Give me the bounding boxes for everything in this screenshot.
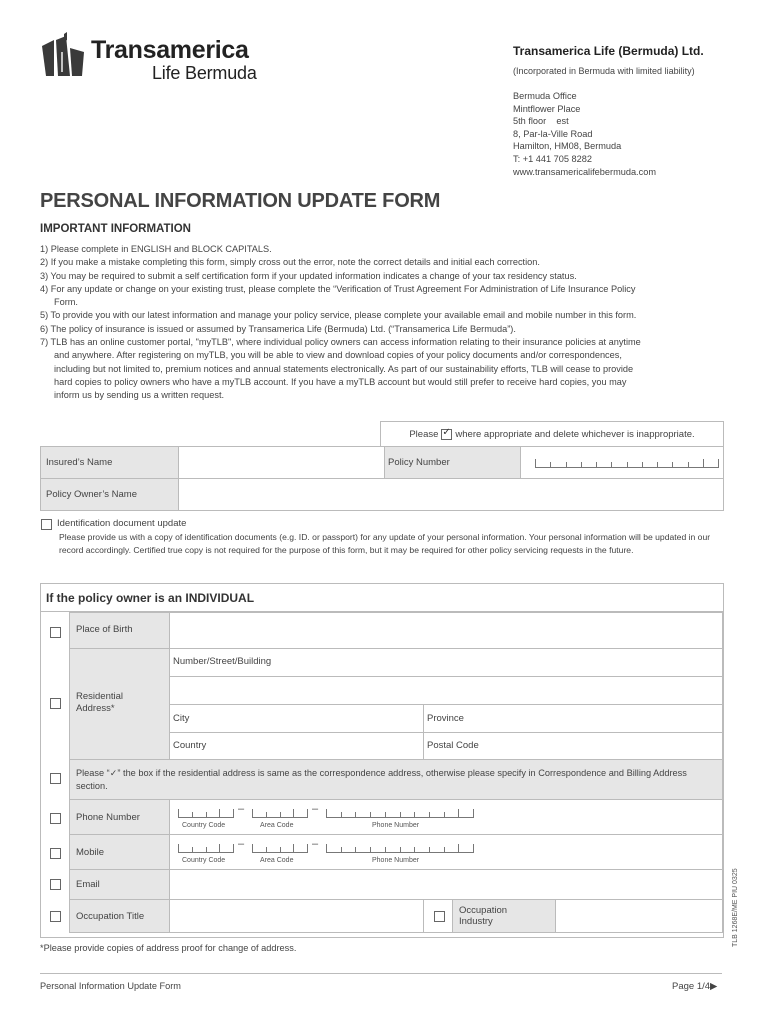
policy-number-input[interactable] xyxy=(520,446,724,479)
country-code-caption: Country Code xyxy=(182,857,226,864)
instruction-item: including but not limited to, premium notices and annual statements electronically. As part of our sustainability efforts, TLB will cease to provide xyxy=(54,363,634,374)
instruction-item: Form. xyxy=(54,297,78,308)
country-code-caption: Country Code xyxy=(182,822,226,829)
website-link[interactable]: www.transamericalifebermuda.com xyxy=(513,166,656,177)
occupation-industry-label: Occupation Industry xyxy=(459,905,508,927)
street-label-cell xyxy=(169,648,723,677)
phone-number-label: Phone Number xyxy=(76,812,140,823)
instruction-item: 7) TLB has an online customer portal, "myTLB", where individual policy owners can access information relating to their insurance policies at anytime xyxy=(40,337,641,348)
mobile-checkbox[interactable] xyxy=(50,848,61,859)
address-line: Hamilton, HM08, Bermuda xyxy=(513,141,622,152)
phone-number-checkbox[interactable] xyxy=(50,813,61,824)
country-input[interactable] xyxy=(169,732,424,760)
phone-digit-boxes xyxy=(326,809,474,818)
place-of-birth-label: Place of Birth xyxy=(76,624,133,635)
same-address-checkbox[interactable] xyxy=(50,773,61,784)
city-label: City xyxy=(173,713,190,724)
occupation-title-checkbox[interactable] xyxy=(50,911,61,922)
residential-address-label-cell xyxy=(69,648,170,760)
address-proof-footnote: *Please provide copies of address proof for change of address. xyxy=(40,943,297,953)
policy-number-digit-boxes xyxy=(535,459,719,468)
footer-divider xyxy=(40,973,722,974)
phone-number-caption: Phone Number xyxy=(372,822,420,829)
postal-code-label: Postal Code xyxy=(427,740,479,751)
policy-owner-label-cell xyxy=(40,478,179,511)
place-of-birth-label-cell xyxy=(69,612,170,649)
mobile-label-cell xyxy=(69,834,170,870)
please-note-text: Please xyxy=(409,428,439,440)
instruction-item: hard copies to policy owners who have a myTLB account. If you have a myTLB account but would still prefer to receive hard copies, you may xyxy=(54,376,627,387)
dash-separator: – xyxy=(238,803,245,815)
insured-name-label-cell xyxy=(40,446,179,479)
street-label: Number/Street/Building xyxy=(173,656,272,667)
footer-form-name: Personal Information Update Form xyxy=(40,981,181,991)
country-label: Country xyxy=(173,740,207,751)
mobile-digit-boxes xyxy=(326,844,474,853)
phone-number-caption: Phone Number xyxy=(372,857,420,864)
occupation-industry-checkbox-cell xyxy=(423,899,453,933)
instruction-item: 2) If you make a mistake completing this form, simply cross out the error, note the correct details and initial each correction. xyxy=(40,257,540,268)
province-label: Province xyxy=(427,713,464,724)
email-label-cell xyxy=(69,869,170,900)
instruction-item: 3) You may be required to submit a self certification form if your updated information indicates a change of your tax residency status. xyxy=(40,270,577,281)
area-code-caption: Area Code xyxy=(260,857,294,864)
mobile-label: Mobile xyxy=(76,847,104,858)
individual-section xyxy=(40,583,724,938)
street-input[interactable] xyxy=(169,676,723,705)
instructions-list xyxy=(40,243,730,403)
same-address-note: Please “✓” the box if the residential address is same as the correspondence address, otherwise please specify in Correspondence and Billing Address section. xyxy=(76,768,687,791)
id-update-title: Identification document update xyxy=(57,518,187,529)
occupation-industry-input[interactable] xyxy=(555,899,723,933)
mobile-input[interactable] xyxy=(169,834,723,870)
instruction-item: and anywhere. After registering on myTLB, you will be able to view and download copies of your policy documents and/or correspondences, xyxy=(54,350,622,361)
please-note-text: where appropriate and delete whichever is inappropriate. xyxy=(455,428,695,440)
residential-address-checkbox[interactable] xyxy=(50,698,61,709)
occupation-title-label: Occupation Title xyxy=(76,911,145,922)
policy-owner-name-input[interactable] xyxy=(178,478,724,511)
insured-name-input[interactable] xyxy=(178,446,385,479)
transamerica-logo-icon xyxy=(40,32,86,78)
instruction-item: 4) For any update or change on your existing trust, please complete the “Verification of Trust Agreement For Administration of Life Insurance Policy xyxy=(40,283,636,294)
country-code-boxes xyxy=(178,809,234,818)
important-information-heading: IMPORTANT INFORMATION xyxy=(40,223,191,235)
postal-code-input[interactable] xyxy=(423,732,723,760)
dash-separator: – xyxy=(238,838,245,850)
id-update-text: Please provide us with a copy of identification documents (e.g. ID. or passport) for any update of your personal information. Your personal information will be updated in our record accordingly. Certified true copy is not required for the purpose of this form, but it may be required for other policy servicing requests in the future. xyxy=(59,532,711,555)
please-tick-note xyxy=(380,421,724,446)
place-of-birth-checkbox[interactable] xyxy=(50,627,61,638)
area-code-caption: Area Code xyxy=(260,822,294,829)
dash-separator: – xyxy=(312,803,319,815)
address-line: 8, Par-la-Ville Road xyxy=(513,128,593,139)
country-code-boxes xyxy=(178,844,234,853)
address-line: Bermuda Office xyxy=(513,91,577,101)
instruction-item: inform us by sending us a written request. xyxy=(54,390,225,401)
individual-section-heading: If the policy owner is an INDIVIDUAL xyxy=(41,584,723,612)
instruction-item: 5) To provide you with our latest information and manage your policy service, please complete your available email and mobile number in this form. xyxy=(40,310,637,321)
address-line: T: +1 441 705 8282 xyxy=(513,153,592,164)
occupation-industry-label-cell xyxy=(452,899,556,933)
area-code-boxes xyxy=(252,809,308,818)
area-code-boxes xyxy=(252,844,308,853)
id-update-checkbox[interactable] xyxy=(41,519,52,530)
brand-name: Transamerica xyxy=(91,36,249,64)
instruction-item: 6) The policy of insurance is issued or assumed by Transamerica Life (Bermuda) Ltd. (“Transamerica Life Bermuda”). xyxy=(40,323,516,334)
occupation-title-input[interactable] xyxy=(169,899,424,933)
place-of-birth-input[interactable] xyxy=(169,612,723,649)
occupation-title-label-cell xyxy=(69,899,170,933)
phone-number-input[interactable] xyxy=(169,799,723,835)
residential-address-label: Residential Address* xyxy=(76,691,123,714)
instruction-item: 1) Please complete in ENGLISH and BLOCK CAPITALS. xyxy=(40,244,272,254)
phone-number-label-cell xyxy=(69,799,170,835)
occupation-industry-checkbox[interactable] xyxy=(434,911,445,922)
same-address-note-cell xyxy=(69,759,723,800)
page-title: PERSONAL INFORMATION UPDATE FORM xyxy=(40,190,441,212)
dash-separator: – xyxy=(312,838,319,850)
policy-number-label-cell xyxy=(384,446,521,479)
province-input[interactable] xyxy=(423,704,723,733)
company-note: (Incorporated in Bermuda with limited liability) xyxy=(513,66,695,76)
brand-subtitle: Life Bermuda xyxy=(152,63,257,83)
address-line: 5th floor est xyxy=(513,116,569,127)
policy-number-label: Policy Number xyxy=(388,457,450,468)
city-input[interactable] xyxy=(169,704,424,733)
form-code: TLB 1268E/ME PIU 0325 xyxy=(732,868,739,947)
company-name: Transamerica Life (Bermuda) Ltd. xyxy=(513,44,704,58)
insured-name-label: Insured’s Name xyxy=(46,457,113,468)
page-indicator[interactable]: Page 1/4▶ xyxy=(672,981,718,992)
email-input[interactable] xyxy=(169,869,723,900)
policy-details-table xyxy=(40,446,724,511)
address-line: Mintflower Place xyxy=(513,103,581,114)
policy-owner-label: Policy Owner’s Name xyxy=(46,489,137,500)
email-label: Email xyxy=(76,879,100,890)
email-checkbox[interactable] xyxy=(50,879,61,890)
office-address xyxy=(513,90,656,178)
checkmark-box-icon xyxy=(441,429,452,440)
